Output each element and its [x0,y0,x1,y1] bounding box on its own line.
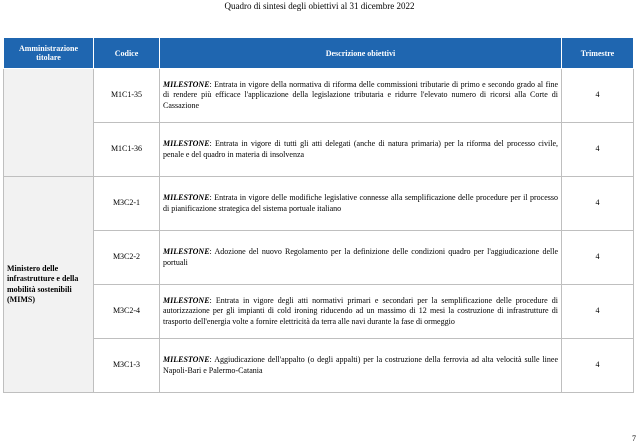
objectives-table [3,37,634,393]
page-title: Quadro di sintesi degli obiettivi al 31 dicembre 2022 [224,1,415,11]
admin-cell-empty [4,69,94,177]
code-cell: M3C2-4 [94,285,160,339]
table-row [4,339,634,393]
milestone-label: MILESTONE [163,79,210,89]
table-header-row [4,38,634,69]
description-cell [160,123,562,177]
quarter-cell: 4 [562,69,634,123]
header-quarter: Trimestre [562,38,634,69]
code-cell: M3C1-3 [94,339,160,393]
description-cell [160,177,562,231]
header-code: Codice [94,38,160,69]
description-text: : Entrata in vigore di tutti gli atti delegati (anche di natura primaria) per la riforma del processo civile, penale e del quadro in materia di insolvenza [163,139,558,159]
milestone-label: MILESTONE [163,295,210,305]
quarter-cell: 4 [562,177,634,231]
code-cell: M3C2-1 [94,177,160,231]
table-row [4,177,634,231]
milestone-label: MILESTONE [163,139,210,148]
quarter-cell: 4 [562,339,634,393]
quarter-cell: 4 [562,231,634,285]
description-text: : Entrata in vigore degli atti normativi primari e secondari per la semplificazione delle procedure di autorizzazione per gli impianti di cold ironing riducendo ad un massimo di 12 mesi la costruzione di infrastrutture di trasporto dell'energia volte a fornire elettricità da terra alle navi durante la fase di ormeggio [163,295,558,326]
table-row [4,231,634,285]
description-text: : Entrata in vigore delle modifiche legislative connesse alla semplificazione delle procedure per il processo di pianificazione strategica del sistema portuale italiano [163,193,558,213]
header-admin: Amministrazione titolare [4,38,94,69]
code-cell: M1C1-35 [94,69,160,123]
description-text: : Adozione del nuovo Regolamento per la definizione delle condizioni quadro per l'aggiudicazione delle portuali [163,247,558,267]
table-row [4,285,634,339]
description-cell [160,285,562,339]
description-text: : Aggiudicazione dell'appalto (o degli appalti) per la costruzione della ferrovia ad alta velocità sulle linee Napoli-Bari e Palermo-Catania [163,355,558,375]
milestone-label: MILESTONE [163,355,210,364]
table-row [4,123,634,177]
page-number: 7 [632,434,636,443]
code-cell: M3C2-2 [94,231,160,285]
code-cell: M1C1-36 [94,123,160,177]
admin-cell: Ministero delle infrastrutture e della mobilità sostenibili (MIMS) [4,177,94,393]
description-cell [160,231,562,285]
quarter-cell: 4 [562,285,634,339]
description-text: : Entrata in vigore della normativa di riforma delle commissioni tributarie di primo e secondo grado al fine di rendere più efficace l'applicazione della legislazione tributaria e ridurre l'elevato numero di ricorsi alla Corte di Cassazione [163,79,558,110]
milestone-label: MILESTONE [163,247,210,256]
table-row [4,69,634,123]
quarter-cell: 4 [562,123,634,177]
description-cell [160,339,562,393]
header-description: Descrizione obiettivi [160,38,562,69]
description-cell [160,69,562,123]
milestone-label: MILESTONE [163,193,210,202]
